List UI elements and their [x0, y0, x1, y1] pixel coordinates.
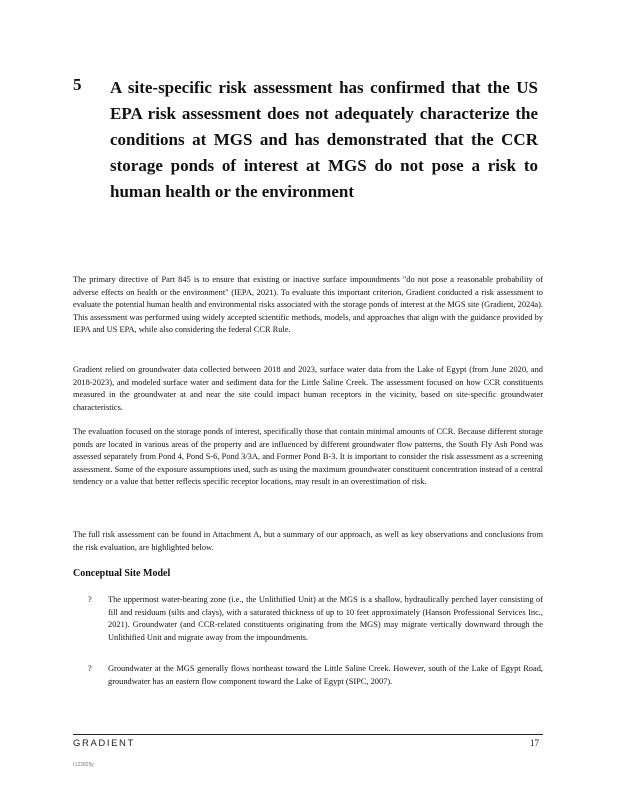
bullet-text: Groundwater at the MGS generally flows northeast toward the Little Saline Creek. However, south of the Lake of Egypt Road, groundwater has an eastern flow component toward the Lake of Egypt (SIPC, 2007). [108, 664, 543, 686]
bullet-text: The uppermost water-bearing zone (i.e., the Unlithified Unit) at the MGS is a shallow, hydraulically perched layer consisting of fill and residuum (silts and clays), with a saturated thickness of up to 10 feet approximately (Hanson Professional Services Inc., 2021). Groundwater (and CCR-related constituents originating from the MGS) may migrate vertically downward through the Unlithified Unit and migrate away from the impoundments. [108, 595, 543, 642]
page-number: 17 [530, 738, 539, 748]
document-code: r122829y [73, 762, 94, 768]
paragraph-summary: The full risk assessment can be found in Attachment A, but a summary of our approach, as well as key observations and conclusions from the risk evaluation, are highlighted below. [73, 530, 543, 552]
paragraph-data-sources: Gradient relied on groundwater data collected between 2018 and 2023, surface water data from the Lake of Egypt (from June 2020, and 2018-2023), and modeled surface water and sediment data for the Little Saline Creek. The assessment focused on how CCR constituents measured in the groundwater at and near the site could impact human receptors in the vicinity, based on site-specific groundwater characteristics. [73, 365, 543, 412]
heading-title: A site-specific risk assessment has confirmed that the US EPA risk assessment does not adequately characterize the conditions at MGS and has demonstrated that the CCR storage ponds of interest at MGS do not pose a risk to human health or the environment [110, 78, 538, 201]
bullet-marker: ? [88, 664, 92, 673]
subsection-title: Conceptual Site Model [73, 568, 171, 579]
footer-divider [73, 734, 543, 735]
heading-number: 5 [73, 75, 82, 94]
bullet-marker: ? [88, 595, 92, 604]
paragraph-directive: The primary directive of Part 845 is to ensure that existing or inactive surface impoundments "do not pose a reasonable probability of adverse effects on health or the environment" (IEPA, 2021). To evaluate this important criterion, Gradient conducted a risk assessment to evaluate the potential human health and environmental risks associated with the storage ponds of interest at the MGS site (Gradient, 2024a). This assessment was performed using widely accepted scientific methods, models, and approaches that align with the guidance provided by IEPA and US EPA, while also considering the federal CCR Rule. [73, 275, 543, 334]
paragraph-evaluation: The evaluation focused on the storage ponds of interest, specifically those that contain minimal amounts of CCR. Because different storage ponds are located in various areas of the property and are influenced by different groundwater flow patterns, the South Fly Ash Pond was assessed separately from Pond 4, Pond S-6, Pond 3/3A, and Former Pond B-3. It is important to consider the risk assessment as a screening assessment. Some of the exposure assumptions used, such as using the maximum groundwater constituent concentration instead of a central tendency or a value that better reflects specific receptor locations, may result in an overestimation of risk. [73, 427, 543, 486]
company-logo: GRADIENT [73, 738, 135, 749]
